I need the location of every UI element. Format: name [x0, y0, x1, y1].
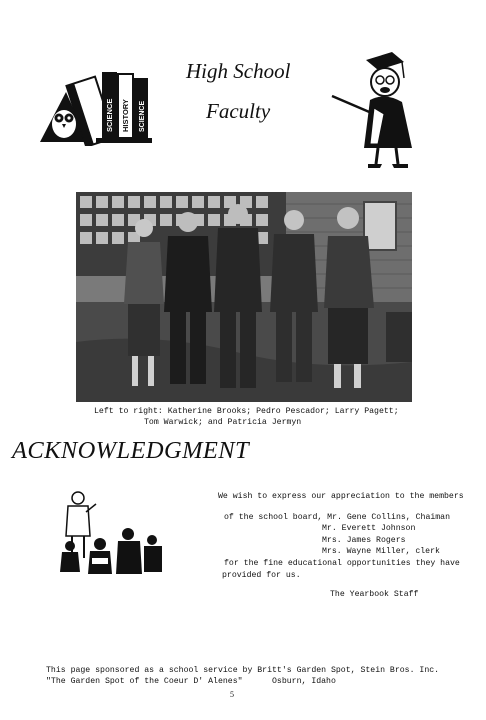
page-title-line-1: High School — [186, 59, 291, 83]
board-member: Mrs. James Rogers — [322, 536, 406, 545]
meeting-illustration — [56, 488, 164, 576]
acknowledgment-board-line: of the school board, Mr. Gene Collins, Chaiman — [224, 513, 451, 522]
faculty-group-photo — [76, 192, 412, 402]
acknowledgment-signature: The Yearbook Staff — [330, 590, 419, 599]
page-number: 5 — [230, 690, 234, 699]
teacher-pointer-illustration — [330, 48, 430, 170]
photo-caption-line-1: Left to right: Katherine Brooks; Pedro Pescador; Larry Pagett; — [94, 407, 399, 416]
acknowledgment-closing-line-1: for the fine educational opportunities they have — [224, 559, 460, 568]
page-title-line-2: Faculty — [206, 99, 271, 123]
photo-caption-line-2: Tom Warwick; and Patricia Jermyn — [144, 418, 302, 427]
acknowledgment-heading: ACKNOWLEDGMENT — [12, 437, 250, 464]
pointer-icon — [332, 96, 374, 114]
board-member: Mrs. Wayne Miller, clerk — [322, 547, 440, 556]
acknowledgment-closing-line-2: provided for us. — [222, 571, 301, 580]
book-spine-2: HISTORY — [121, 99, 130, 132]
board-member: Mr. Everett Johnson — [322, 524, 416, 533]
acknowledgment-intro: We wish to express our appreciation to the members — [218, 492, 464, 501]
sponsor-line-2: "The Garden Spot of the Coeur D' Alenes" Osburn, Idaho — [46, 677, 336, 686]
book-spine-1: SCIENCE — [105, 98, 114, 132]
book-spine-3: SCIENCE — [139, 100, 146, 132]
sponsor-line-1: This page sponsored as a school service by Britt's Garden Spot, Stein Bros. Inc. — [46, 666, 440, 675]
books-owl-illustration — [36, 62, 154, 146]
